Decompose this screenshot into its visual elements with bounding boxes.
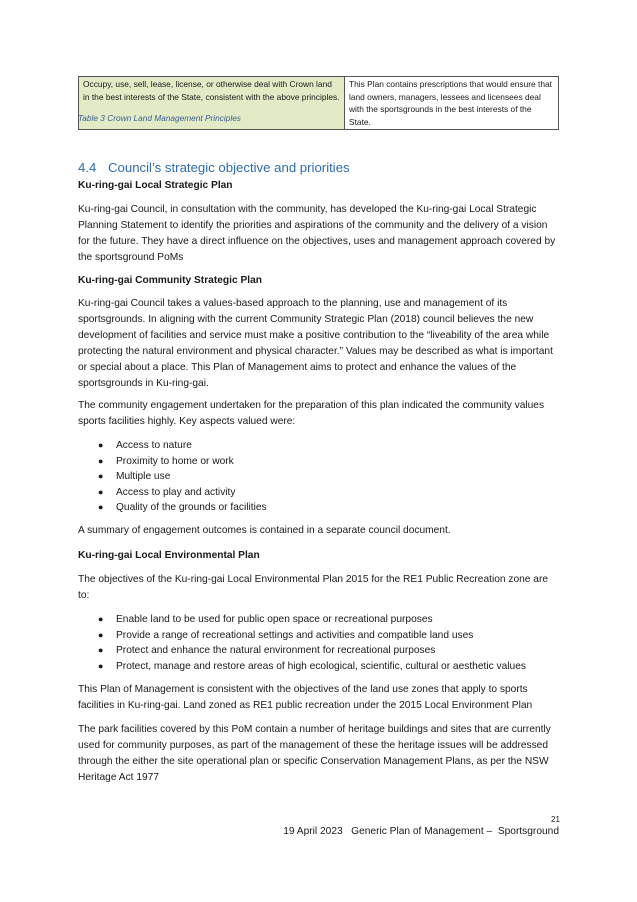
page-number: 21 [551, 815, 560, 824]
list-item: ● Multiple use [78, 469, 562, 485]
list-item: ● Protect, manage and restore areas of high ecological, scientific, cultural or aesthetic values [78, 659, 562, 675]
consistency-paragraph: This Plan of Management is consistent with the objectives of the land use zones that apply to sports facilities in Ku-ring-gai. Land zoned as RE1 public recreation under the 2015 Local Environment Plan [78, 684, 533, 711]
csp-paragraph: Ku-ring-gai Council takes a values-based approach to the planning, use and management of its sportsgrounds. In aligning with the current Community Strategic Plan (2018) council believes the new development of facilities and service must make a positive contribution to the “liveability of the area while protecting the natural environment and physical character.” Values may be described as what is important or special about a place. This Plan of Management aims to protect and enhance the values of the sportsgrounds in Ku-ring-gai. [78, 298, 553, 389]
section-number: 4.4 [78, 160, 97, 175]
bullet-icon: ● [98, 486, 104, 497]
list-item: ● Quality of the grounds or facilities [78, 500, 562, 516]
lsp-paragraph: Ku-ring-gai Council, in consultation with the community, has developed the Ku-ring-gai Local Strategic Planning Statement to identify the priorities and aspirations of the community and the delivery of a vision for the future. They have a direct influence on the objectives, uses and management approach covered by the sportsground PoMs [78, 204, 556, 263]
summary-paragraph: A summary of engagement outcomes is contained in a separate council document. [78, 525, 451, 536]
list-item: ● Access to nature [78, 438, 562, 454]
section-title: Council’s strategic objective and priorities [108, 160, 350, 175]
plan-response-cell: This Plan contains prescriptions that would ensure that land owners, managers, lessees and licensees deal with the sportsgrounds in the best interests of the State. [345, 77, 559, 130]
page-footer: 19 April 2023 Generic Plan of Management – Sportsground [283, 826, 559, 837]
lep-heading: Ku-ring-gai Local Environmental Plan [78, 550, 260, 561]
bullet-icon: ● [98, 645, 104, 656]
bullet-icon: ● [98, 502, 104, 513]
list-item: ● Access to play and activity [78, 485, 562, 501]
list-item: ● Proximity to home or work [78, 454, 562, 470]
bullet-icon: ● [98, 440, 104, 450]
bullet-icon: ● [98, 614, 104, 624]
section-heading [78, 160, 350, 175]
bullet-icon: ● [98, 660, 104, 671]
list-item: ● Provide a range of recreational settings and activities and compatible land uses [78, 628, 562, 644]
lep-objectives-list [78, 612, 562, 674]
bullet-icon: ● [98, 471, 104, 482]
heritage-paragraph: The park facilities covered by this PoM contain a number of heritage buildings and sites that are currently used for community purposes, as part of the management of these the heritage issues will be addressed through the either the site operational plan or specific Conservation Management Plans, as per the NSW Heritage Act 1977 [78, 724, 551, 783]
csp-heading: Ku-ring-gai Community Strategic Plan [78, 275, 262, 286]
list-item: ● Enable land to be used for public open space or recreational purposes [78, 612, 562, 628]
list-item: ● Protect and enhance the natural environment for recreational purposes [78, 643, 562, 659]
engagement-paragraph: The community engagement undertaken for the preparation of this plan indicated the community values sports facilities highly. Key aspects valued were: [78, 400, 545, 427]
bullet-icon: ● [98, 629, 104, 640]
table-caption: Table 3 Crown Land Management Principles [78, 113, 241, 123]
lep-intro-paragraph: The objectives of the Ku-ring-gai Local Environmental Plan 2015 for the RE1 Public Recreation zone are to: [78, 574, 549, 601]
bullet-icon: ● [98, 455, 104, 466]
lsp-heading: Ku-ring-gai Local Strategic Plan [78, 180, 233, 191]
valued-aspects-list [78, 438, 562, 516]
principle-cell: Occupy, use, sell, lease, license, or otherwise deal with Crown land in the best interests of the State, consistent with the above principles. [79, 77, 345, 130]
